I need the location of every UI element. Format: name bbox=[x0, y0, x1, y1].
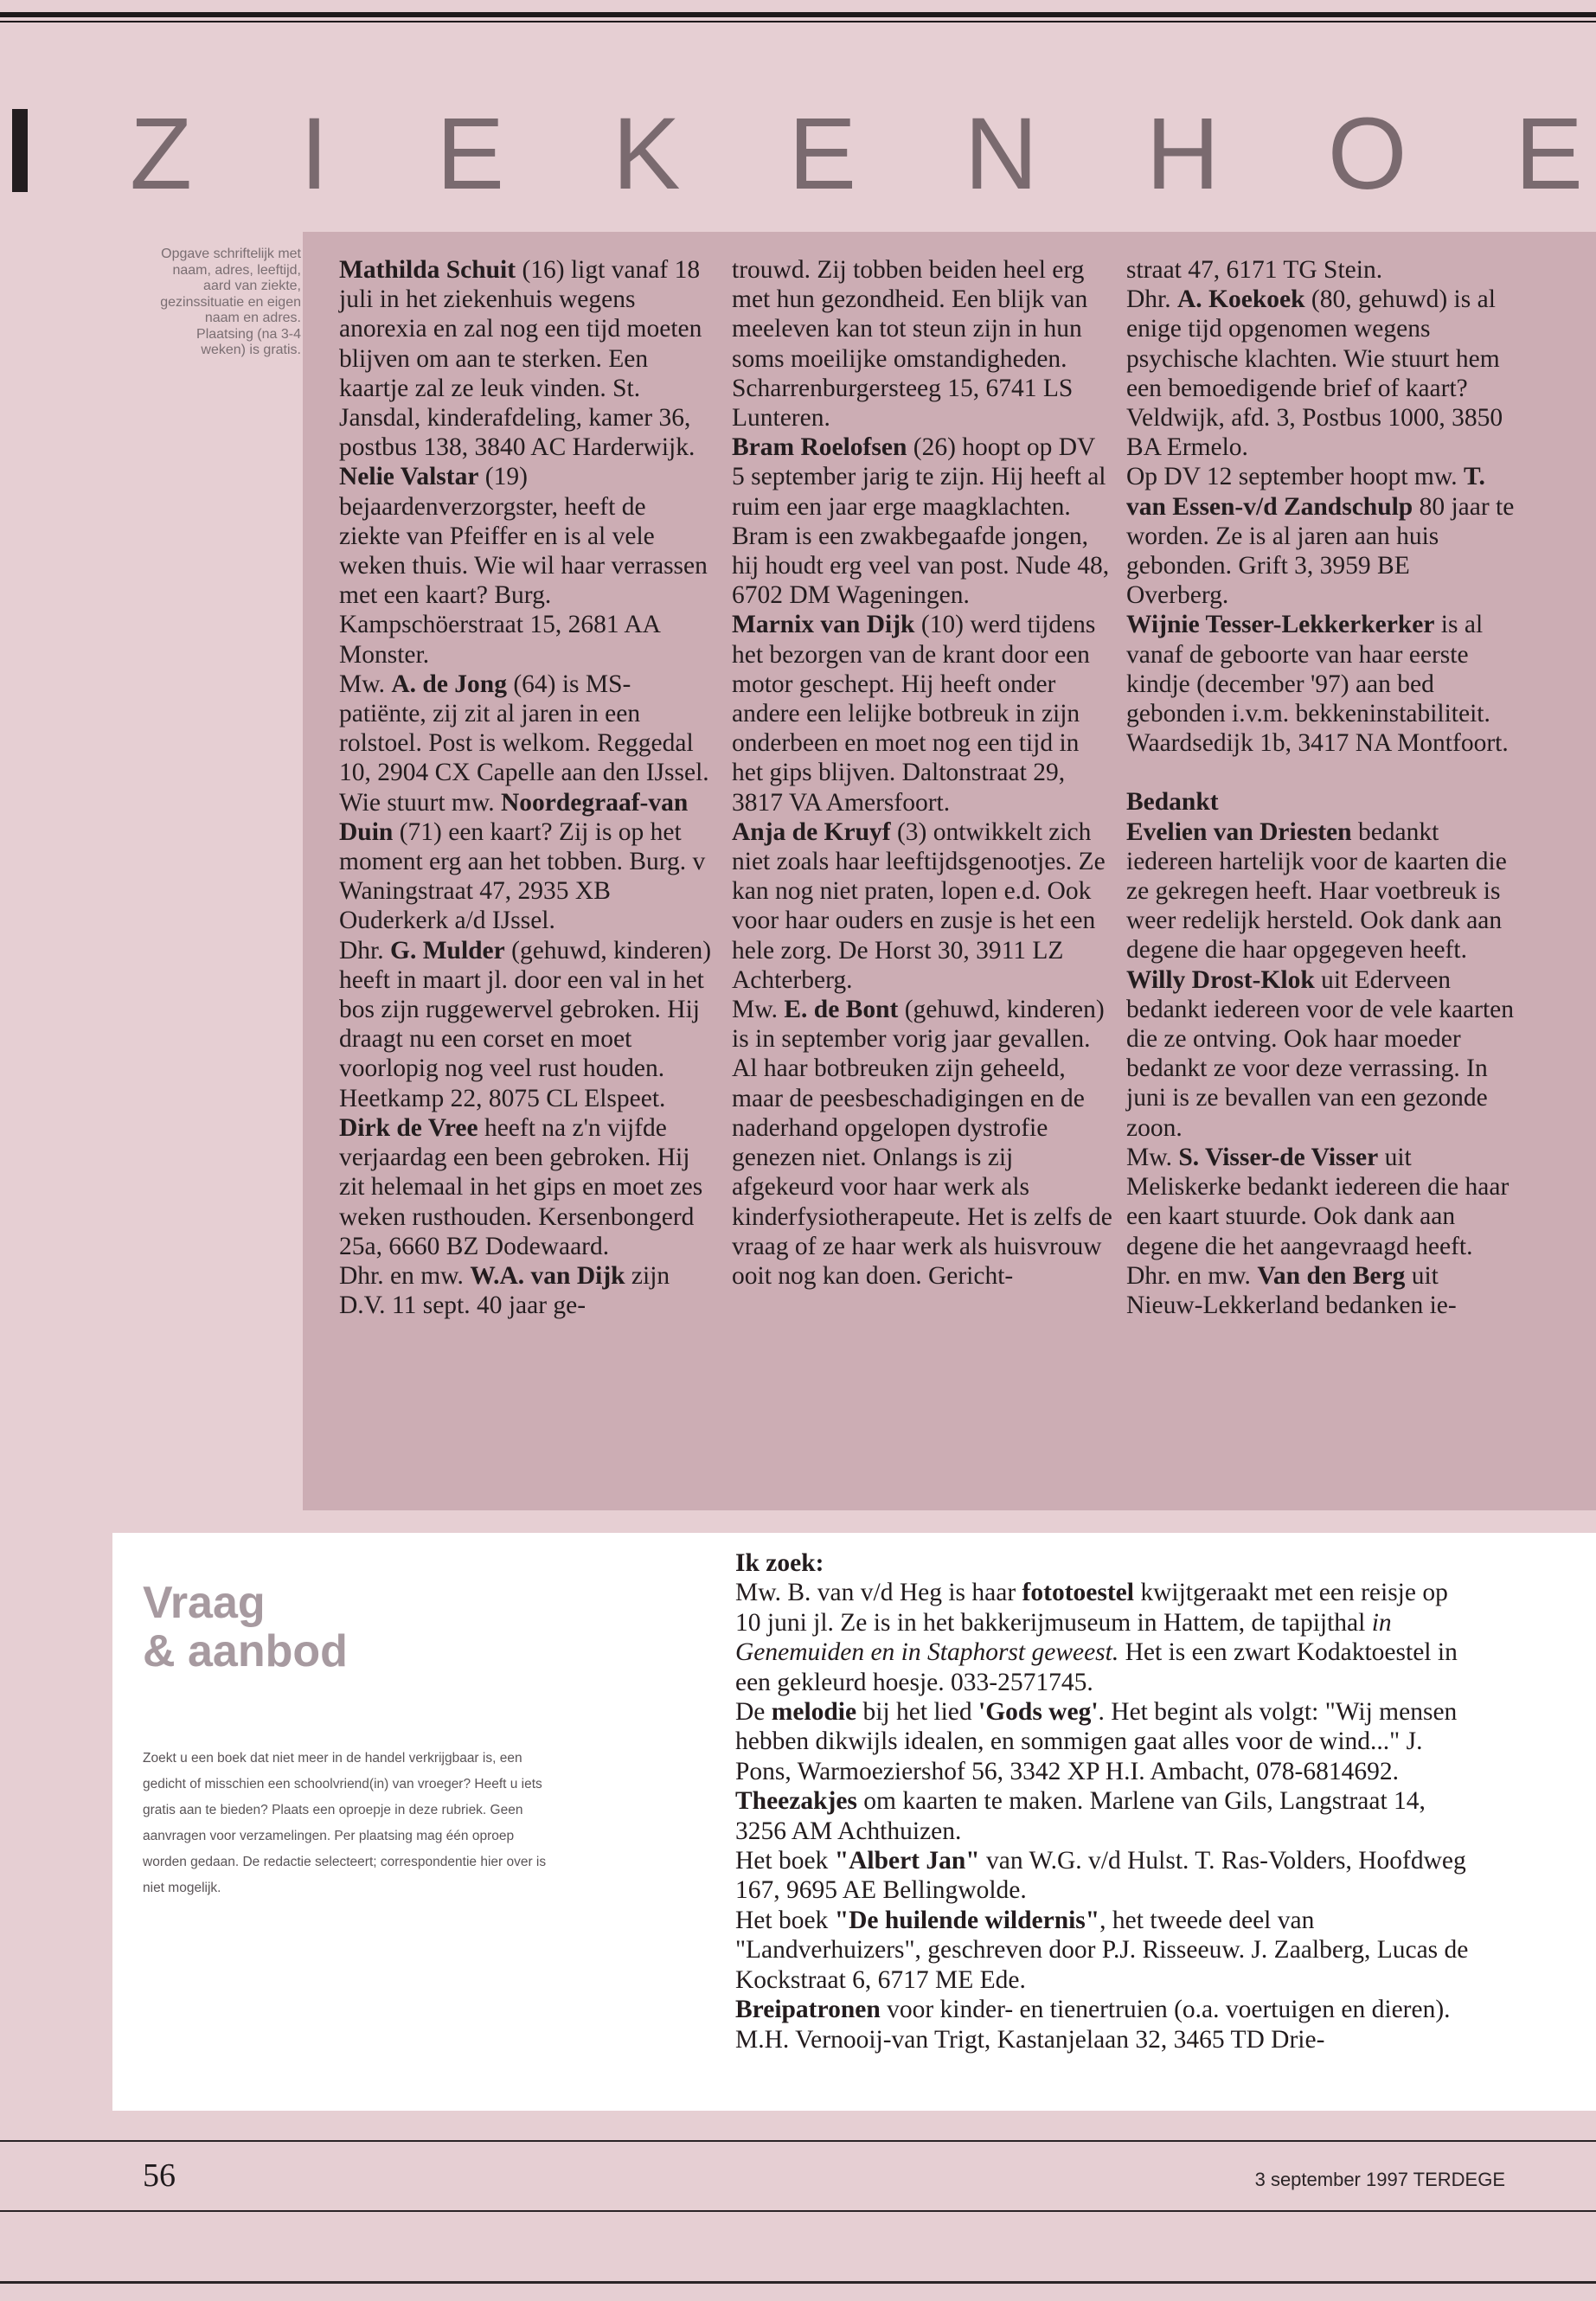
header-marker-block bbox=[12, 109, 28, 192]
footer-rule bbox=[0, 2210, 1596, 2212]
entry-name: Willy Drost-Klok bbox=[1126, 965, 1315, 994]
header-letter: Z bbox=[130, 97, 193, 211]
entry: Wie stuurt mw. Noordegraaf-van Duin (71) een kaart? Zij is op het moment erg aan het tobben. Burg. v Waningstraat 47, 2935 XB Ouderkerk a/d IJssel. bbox=[339, 788, 706, 935]
entry-name: A. Koekoek bbox=[1177, 285, 1305, 314]
header-letter: O bbox=[1327, 97, 1407, 211]
entry: straat 47, 6171 TG Stein. bbox=[1126, 256, 1383, 284]
thanks-entry: Evelien van Driesten bedankt iedereen hartelijk voor de kaarten die ze gekregen heeft. Haar voetbreuk is weer redelijk hersteld. Ook dank aan degene die haar opgegeven heeft. bbox=[1126, 817, 1507, 965]
top-rule bbox=[0, 12, 1596, 17]
ik-zoek-heading: Ik zoek: bbox=[735, 1549, 824, 1577]
entry: Marnix van Dijk (10) werd tijdens het bezorgen van de krant door een motor geschept. Hij heeft onder andere een lelijke botbreuk in zijn onderbeen en moet nog een tijd in het gips blijven. Daltonstraat 29, 3817 VA Amersfoort. bbox=[732, 611, 1096, 817]
entry-name: Bram Roelofsen bbox=[732, 433, 907, 462]
entry-name: Wijnie Tesser-Lekkerkerker bbox=[1126, 611, 1435, 639]
entry: Mathilda Schuit (16) ligt vanaf 18 juli in het ziekenhuis wegens anorexia en zal nog een tijd moeten blijven om aan te sterken. Een kaartje zal ze leuk vinden. St. Jansdal, kinderafdeling, kamer 36, postbus 138, 3840 AC Harderwijk. bbox=[339, 256, 702, 462]
vraag-aanbod-instructions: Zoekt u een boek dat niet meer in de handel verkrijgbaar is, een gedicht of misschien een schoolvriend(in) van vroeger? Heeft u iets gratis aan te bieden? Plaats een oproepje in deze rubriek. Geen aanvragen voor verzamelingen. Per plaatsing mag één oproep worden gedaan. De redactie selecteert; correspondentie hier over is niet mogelijk. bbox=[143, 1751, 547, 1895]
entry: Bram Roelofsen (26) hoopt op DV 5 september jarig te zijn. Hij heeft al ruim een jaar erge maagklachten. Bram is een zwakbegaafde jongen, hij houdt erg veel van post. Nude 48, 6702 DM Wageningen. bbox=[732, 433, 1110, 610]
entry: trouwd. Zij tobben beiden heel erg met hun gezondheid. Een blijk van meeleven kan tot steun zijn in hun soms moeilijke omstandigheden. Scharrenburgersteeg 15, 6741 LS Lunteren. bbox=[732, 256, 1088, 433]
footer-rule bbox=[0, 2281, 1596, 2284]
top-rule-thin bbox=[0, 21, 1596, 22]
request-item: Het boek "De huilende wildernis", het tweede deel van "Landverhuizers", geschreven door P.J. Risseeuw. J. Zaalberg, Lucas de Kockstraat 6, 6717 ME Ede. bbox=[735, 1906, 1469, 1994]
entry-name: W.A. van Dijk bbox=[470, 1261, 625, 1290]
entry-name: Dirk de Vree bbox=[339, 1113, 478, 1142]
entry: Wijnie Tesser-Lekkerkerker is al vanaf de geboorte van haar eerste kindje (december '97) aan bed gebonden i.v.m. bekkeninstabiliteit. Waardsedijk 1b, 3417 NA Montfoort. bbox=[1126, 611, 1509, 758]
thanks-entry: Dhr. en mw. Van den Berg uit Nieuw-Lekkerland bedanken ie- bbox=[1126, 1261, 1457, 1319]
request-item: Theezakjes om kaarten te maken. Marlene van Gils, Langstraat 14, 3256 AM Achthuizen. bbox=[735, 1787, 1426, 1845]
vraag-aanbod-title: Vraag & aanbod bbox=[143, 1578, 348, 1676]
entry-name: Van den Berg bbox=[1257, 1261, 1406, 1290]
request-item: Breipatronen voor kinder- en tienertruien (o.a. voertuigen en dieren). M.H. Vernooij-van Trigt, Kastanjelaan 32, 3465 TD Drie- bbox=[735, 1996, 1451, 2054]
entry: Dhr. G. Mulder (gehuwd, kinderen) heeft in maart jl. door een val in het bos zijn ruggewervel gebroken. Hij draagt nu een corset en moet voorlopig nog veel rust houden. Heetkamp 22, 8075 CL Elspeet. bbox=[339, 936, 712, 1112]
column-3 bbox=[1126, 255, 1516, 1320]
entry-name: Nelie Valstar bbox=[339, 463, 479, 491]
submission-instructions: Opgave schriftelijk met naam, adres, leeftijd, aard van ziekte, gezinssituatie en eigen naam en adres. Plaatsing (na 3-4 weken) is gratis. bbox=[160, 247, 301, 357]
entry-name: T. van Essen-v/d Zandschulp bbox=[1126, 463, 1485, 521]
entry-name: Mathilda Schuit bbox=[339, 256, 516, 284]
entry-name: Anja de Kruyf bbox=[732, 817, 891, 846]
entry-name: S. Visser-de Visser bbox=[1178, 1143, 1379, 1171]
issue-date-publication: 3 september 1997 TERDEGE bbox=[1254, 2169, 1505, 2190]
entry: Dhr. A. Koekoek (80, gehuwd) is al enige tijd opgenomen wegens psychische klachten. Wie stuurt hem een bemoedigende brief of kaart? Veldwijk, afd. 3, Postbus 1000, 3850 BA Ermelo. bbox=[1126, 285, 1503, 462]
entry-name: Evelien van Driesten bbox=[1126, 817, 1352, 846]
header-letter: K bbox=[612, 97, 681, 211]
entry: Op DV 12 september hoopt mw. T. van Essen-v/d Zandschulp 80 jaar te worden. Ze is al jaren aan huis gebonden. Grift 3, 3959 BE Overberg. bbox=[1126, 463, 1515, 610]
entry: Mw. A. de Jong (64) is MS-patiënte, zij zit al jaren in een rolstoel. Post is welkom. Reggedal 10, 2904 CX Capelle aan den IJssel. bbox=[339, 670, 709, 787]
entry-name: Marnix van Dijk bbox=[732, 611, 915, 639]
thanks-entry: Willy Drost-Klok uit Ederveen bedankt iedereen voor de vele kaarten die ze ontving. Ook haar moeder bedankt ze voor deze verrassing. In juni is ze bevallen van een gezonde zoon. bbox=[1126, 965, 1515, 1142]
section-header bbox=[130, 97, 1583, 211]
request-item: Mw. B. van v/d Heg is haar fototoestel kwijtgeraakt met een reisje op 10 juni jl. Ze is in het bakkerijmuseum in Hattem, de tapijthal in Genemuiden en in Staphorst geweest. Het is een zwart Kodaktoestel in een gekleurd hoesje. 033-2571745. bbox=[735, 1579, 1458, 1696]
ik-zoek-section bbox=[735, 1548, 1479, 2054]
header-letter: I bbox=[299, 97, 329, 211]
header-letter: E bbox=[1515, 97, 1583, 211]
entry: Dirk de Vree heeft na z'n vijfde verjaardag een been gebroken. Hij zit helemaal in het gips en moet zes weken rusthouden. Kersenbongerd 25a, 6660 BZ Dodewaard. bbox=[339, 1113, 703, 1260]
page-number: 56 bbox=[143, 2157, 176, 2194]
thanks-entry: Mw. S. Visser-de Visser uit Meliskerke bedankt iedereen die haar een kaart stuurde. Ook dank aan degene die het aangevraagd heeft. bbox=[1126, 1143, 1509, 1260]
entry: Anja de Kruyf (3) ontwikkelt zich niet zoals haar leeftijdsgenootjes. Ze kan nog niet praten, lopen e.d. Ook voor haar ouders en zusje is het een hele zorg. De Horst 30, 3911 LZ Achterberg. bbox=[732, 817, 1106, 994]
header-letter: E bbox=[436, 97, 505, 211]
header-letter: E bbox=[788, 97, 857, 211]
entry: Dhr. en mw. W.A. van Dijk zijn D.V. 11 sept. 40 jaar ge- bbox=[339, 1261, 670, 1320]
entry: Mw. E. de Bont (gehuwd, kinderen) is in september vorig jaar gevallen. Al haar botbreuken zijn geheeld, maar de peesbeschadigingen en de naderhand opgelopen dystrofie genezen niet. Onlangs is zij afgekeurd voor haar werk als kinderfysiotherapeute. Het is zelfs de vraag of ze haar werk als huisvrouw ooit nog kan doen. Gericht- bbox=[732, 996, 1112, 1290]
header-letter: N bbox=[964, 97, 1039, 211]
header-letter: H bbox=[1145, 97, 1220, 211]
request-item: Het boek "Albert Jan" van W.G. v/d Hulst. T. Ras-Volders, Hoofdweg 167, 9695 AE Bellingwolde. bbox=[735, 1847, 1466, 1905]
entry-name: A. de Jong bbox=[391, 670, 507, 698]
entry-name: E. de Bont bbox=[784, 996, 899, 1024]
request-item: De melodie bij het lied 'Gods weg'. Het begint als volgt: "Wij mensen hebben dikwijls idealen, en sommigen gaat alles voor de wind..." J. Pons, Warmoeziershof 56, 3342 XP H.I. Ambacht, 078-6814692. bbox=[735, 1698, 1458, 1785]
column-2 bbox=[732, 255, 1112, 1291]
bedankt-heading: Bedankt bbox=[1126, 788, 1219, 817]
entry: Nelie Valstar (19) bejaardenverzorgster, heeft de ziekte van Pfeiffer en is al vele weken thuis. Wie wil haar verrassen met een kaart? Burg. Kampschöerstraat 15, 2681 AA Monster. bbox=[339, 463, 708, 669]
footer-rule bbox=[0, 2140, 1596, 2142]
entry-name: Noordegraaf-van Duin bbox=[339, 788, 689, 846]
entry-name: G. Mulder bbox=[390, 936, 505, 965]
column-1 bbox=[339, 255, 713, 1320]
